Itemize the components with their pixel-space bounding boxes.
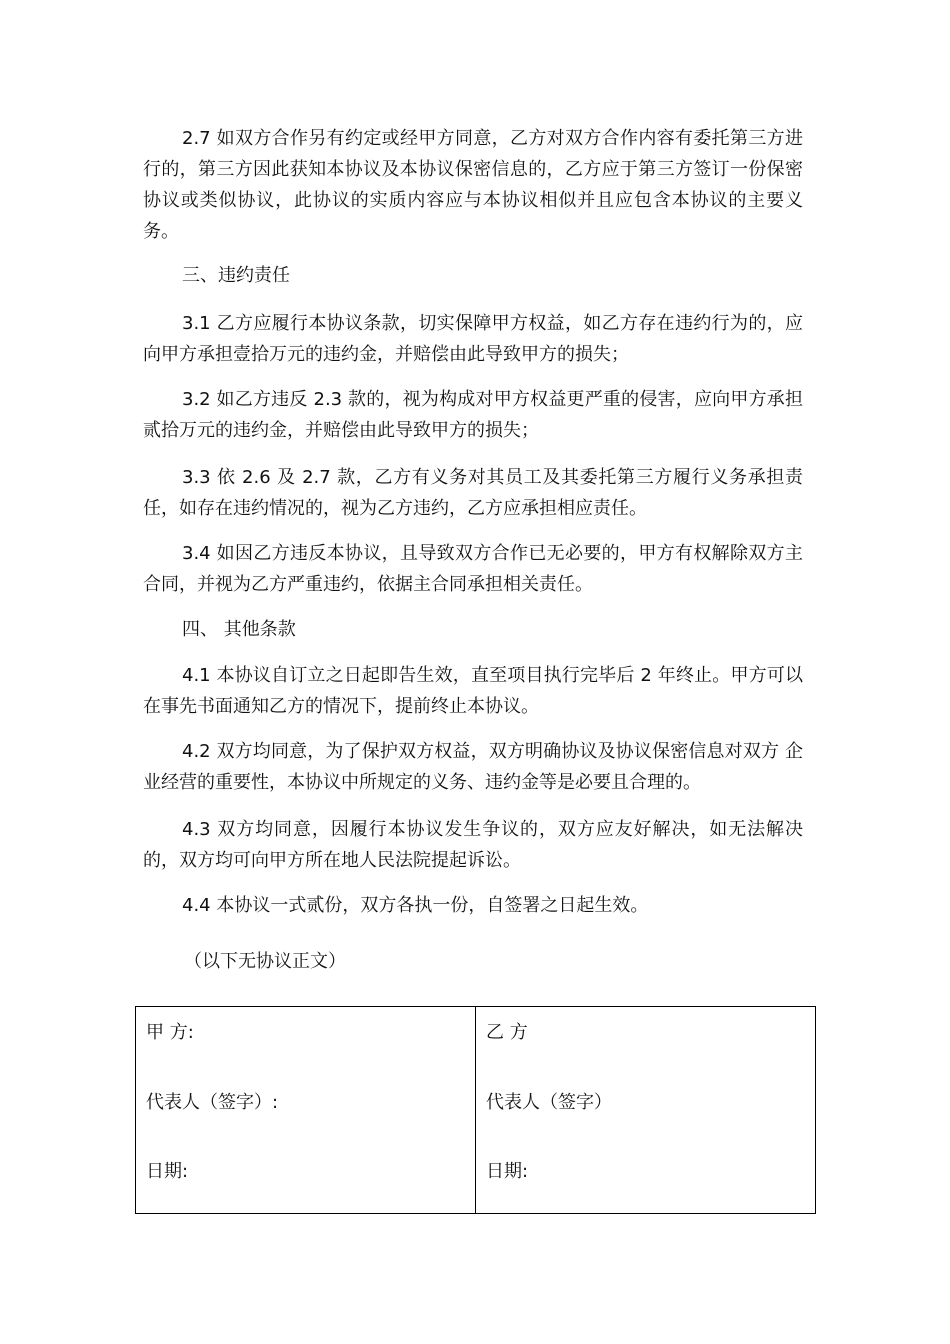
party-a-representative-label: 代表人（签字）: [146, 1092, 279, 1113]
clause-4-1-text: 4.1 本协议自订立之日起即告生效，直至项目执行完毕后 2 年终止。甲方可以在事先书面通知乙方的情况下，提前终止本协议。 [143, 665, 803, 717]
clause-2-7 [143, 123, 803, 247]
party-b-label: 乙 方 [486, 1022, 528, 1043]
clause-4-2 [143, 736, 803, 798]
clause-4-2-text: 4.2 双方均同意，为了保护双方权益，双方明确协议及协议保密信息对双方 企业经营的重要性，本协议中所规定的义务、违约金等是必要且合理的。 [143, 741, 803, 793]
signature-cell-party-b [476, 1007, 816, 1214]
party-b-date-label: 日期: [486, 1161, 529, 1182]
clause-4-3-text: 4.3 双方均同意，因履行本协议发生争议的，双方应友好解决，如无法解决的，双方均可向甲方所在地人民法院提起诉讼。 [143, 819, 803, 871]
signature-cell-party-a [136, 1007, 476, 1214]
clause-4-3 [143, 814, 803, 876]
signature-table [135, 1006, 816, 1214]
clause-3-2-text: 3.2 如乙方违反 2.3 款的，视为构成对甲方权益更严重的侵害，应向甲方承担贰拾万元的违约金，并赔偿由此导致甲方的损失； [143, 389, 803, 441]
section-heading-4: 四、 其他条款 [182, 619, 296, 640]
clause-4-4-text: 4.4 本协议一式贰份，双方各执一份，自签署之日起生效。 [182, 895, 649, 916]
clause-3-4 [143, 538, 803, 600]
clause-3-2 [143, 384, 803, 446]
clause-3-1-text: 3.1 乙方应履行本协议条款，切实保障甲方权益，如乙方存在违约行为的，应向甲方承担壹拾万元的违约金，并赔偿由此导致甲方的损失； [143, 313, 803, 365]
party-a-date-label: 日期: [146, 1161, 189, 1182]
party-a-label: 甲 方: [146, 1022, 194, 1043]
clause-3-4-text: 3.4 如因乙方违反本协议，且导致双方合作已无必要的，甲方有权解除双方主合同，并视为乙方严重违约，依据主合同承担相关责任。 [143, 543, 803, 595]
clause-3-3-text: 3.3 依 2.6 及 2.7 款，乙方有义务对其员工及其委托第三方履行义务承担责任，如存在违约情况的，视为乙方违约，乙方应承担相应责任。 [143, 467, 803, 519]
clause-3-1 [143, 308, 803, 370]
clause-4-1 [143, 660, 803, 722]
end-of-text-note: （以下无协议正文） [184, 951, 346, 972]
party-b-representative-label: 代表人（签字） [486, 1092, 612, 1113]
clause-3-3 [143, 462, 803, 524]
section-heading-3: 三、违约责任 [182, 265, 290, 286]
clause-2-7-text: 2.7 如双方合作另有约定或经甲方同意，乙方对双方合作内容有委托第三方进行的，第三方因此获知本协议及本协议保密信息的，乙方应于第三方签订一份保密协议或类似协议，此协议的实质内容应与本协议相似并且应包含本协议的主要义务。 [143, 128, 803, 242]
clause-4-4 [143, 890, 803, 921]
